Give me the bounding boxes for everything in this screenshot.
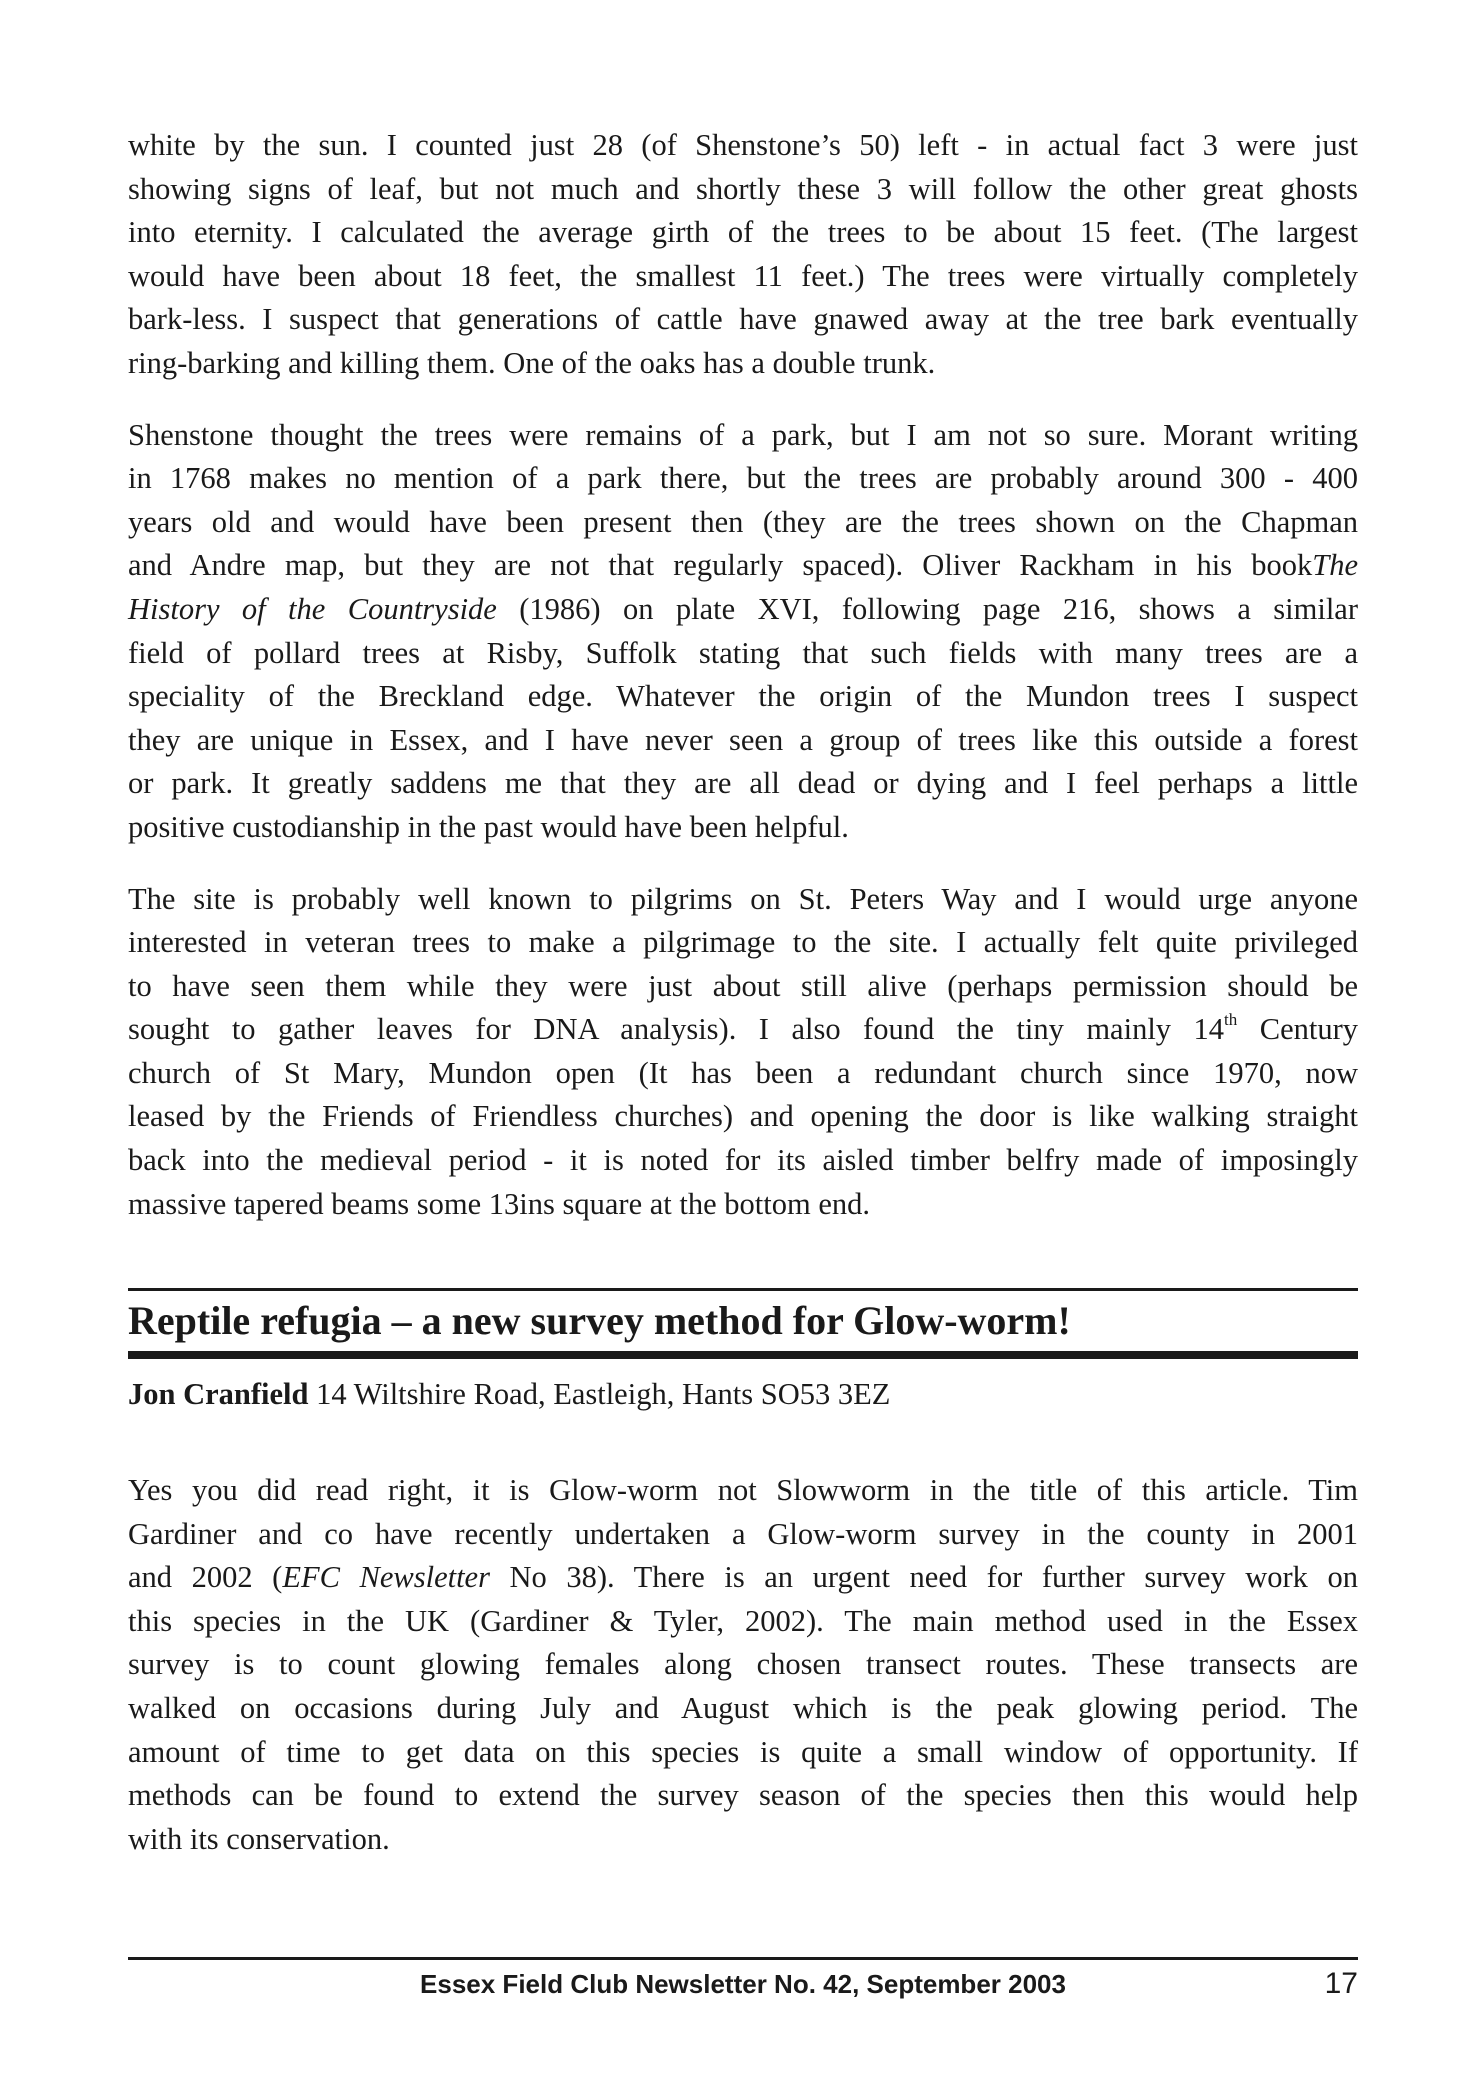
- body-line: they are unique in Essex, and I have never seen a group of trees like this outside a forest: [128, 722, 1358, 757]
- author-address: 14 Wiltshire Road, Eastleigh, Hants SO53 3EZ: [308, 1377, 891, 1411]
- page-footer: [128, 1957, 1358, 2004]
- paragraph-trees-description: [128, 124, 1358, 386]
- body-line: The site is probably well known to pilgrims on St. Peters Way and I would urge anyone: [128, 881, 1358, 916]
- body-line: speciality of the Breckland edge. Whatever the origin of the Mundon trees I suspect: [128, 679, 1358, 714]
- body-line: this species in the UK (Gardiner & Tyler, 2002). The main method used in the Essex: [128, 1603, 1358, 1638]
- body-line: amount of time to get data on this species is quite a small window of opportunity. If: [128, 1734, 1358, 1769]
- body-line: field of pollard trees at Risby, Suffolk stating that such fields with many trees are a: [128, 635, 1358, 670]
- body-line: into eternity. I calculated the average girth of the trees to be about 15 feet. (The largest: [128, 215, 1358, 250]
- book-title: The: [1312, 548, 1358, 583]
- body-line: Gardiner and co have recently undertaken a Glow-worm survey in the county in 2001: [128, 1516, 1358, 1551]
- body-line: to have seen them while they were just about still alive (perhaps permission should be: [128, 968, 1358, 1003]
- body-line: leased by the Friends of Friendless churches) and opening the door is like walking straight: [128, 1099, 1358, 1134]
- body-line: bark-less. I suspect that generations of cattle have gnawed away at the tree bark eventually: [128, 302, 1358, 337]
- author-name: Jon Cranfield: [128, 1377, 309, 1411]
- body-line: sought to gather leaves for DNA analysis). I also found the tiny mainly 14th Century: [128, 1010, 1359, 1047]
- body-line: and 2002 (EFC Newsletter No 38). There is an urgent need for further survey work on: [128, 1560, 1358, 1595]
- body-line: ring-barking and killing them. One of the oaks has a double trunk.: [128, 345, 936, 380]
- ordinal-superscript: th: [1224, 1010, 1238, 1030]
- paragraph-site-pilgrims: [128, 878, 1358, 1227]
- body-line: back into the medieval period - it is noted for its aisled timber belfry made of imposingly: [128, 1143, 1358, 1178]
- body-line: in 1768 makes no mention of a park there, but the trees are probably around 300 - 400: [128, 461, 1358, 496]
- body-line: with its conservation.: [128, 1821, 390, 1856]
- body-line: interested in veteran trees to make a pilgrimage to the site. I actually felt quite privileged: [128, 925, 1358, 960]
- body-line: white by the sun. I counted just 28 (of Shenstone’s 50) left - in actual fact 3 were just: [128, 128, 1358, 162]
- paragraph-glow-worm-intro: [128, 1469, 1358, 1861]
- article-byline: [128, 1373, 1358, 1417]
- body-line: positive custodianship in the past would have been helpful.: [128, 809, 849, 844]
- footer-publication: Essex Field Club Newsletter No. 42, September 2003: [420, 1969, 1066, 1999]
- body-line: and Andre map, but they are not that regularly spaced). Oliver Rackham in his bookThe: [128, 548, 1358, 583]
- body-line: church of St Mary, Mundon open (It has been a redundant church since 1970, now: [128, 1055, 1358, 1090]
- page-number: 17: [1324, 1967, 1358, 2000]
- newsletter-title: EFC Newsletter: [282, 1560, 490, 1595]
- body-line: walked on occasions during July and August which is the peak glowing period. The: [128, 1690, 1358, 1725]
- body-line: History of the Countryside (1986) on plate XVI, following page 216, shows a similar: [128, 591, 1358, 626]
- body-line: methods can be found to extend the survey season of the species then this would help: [128, 1778, 1358, 1813]
- article-continued: [128, 124, 1358, 1254]
- new-article-header: [128, 1288, 1358, 1417]
- book-title: History of the Countryside: [128, 591, 497, 626]
- title-top-rule: [128, 1288, 1358, 1291]
- body-line: would have been about 18 feet, the smallest 11 feet.) The trees were virtually completely: [128, 258, 1358, 293]
- title-bottom-rule: [128, 1351, 1358, 1359]
- body-line: or park. It greatly saddens me that they are all dead or dying and I feel perhaps a little: [128, 766, 1358, 801]
- paragraph-park-origin: [128, 414, 1358, 850]
- new-article-body: [128, 1469, 1358, 1889]
- body-line: Shenstone thought the trees were remains of a park, but I am not so sure. Morant writing: [128, 417, 1358, 452]
- body-line: Yes you did read right, it is Glow-worm not Slowworm in the title of this article. Tim: [128, 1473, 1358, 1507]
- body-line: years old and would have been present then (they are the trees shown on the Chapman: [128, 504, 1358, 539]
- body-line: massive tapered beams some 13ins square at the bottom end.: [128, 1186, 870, 1221]
- article-title: Reptile refugia – a new survey method for Glow-worm!: [128, 1298, 1071, 1343]
- body-line: showing signs of leaf, but not much and shortly these 3 will follow the other great ghosts: [128, 171, 1358, 206]
- body-line: survey is to count glowing females along chosen transect routes. These transects are: [128, 1647, 1358, 1682]
